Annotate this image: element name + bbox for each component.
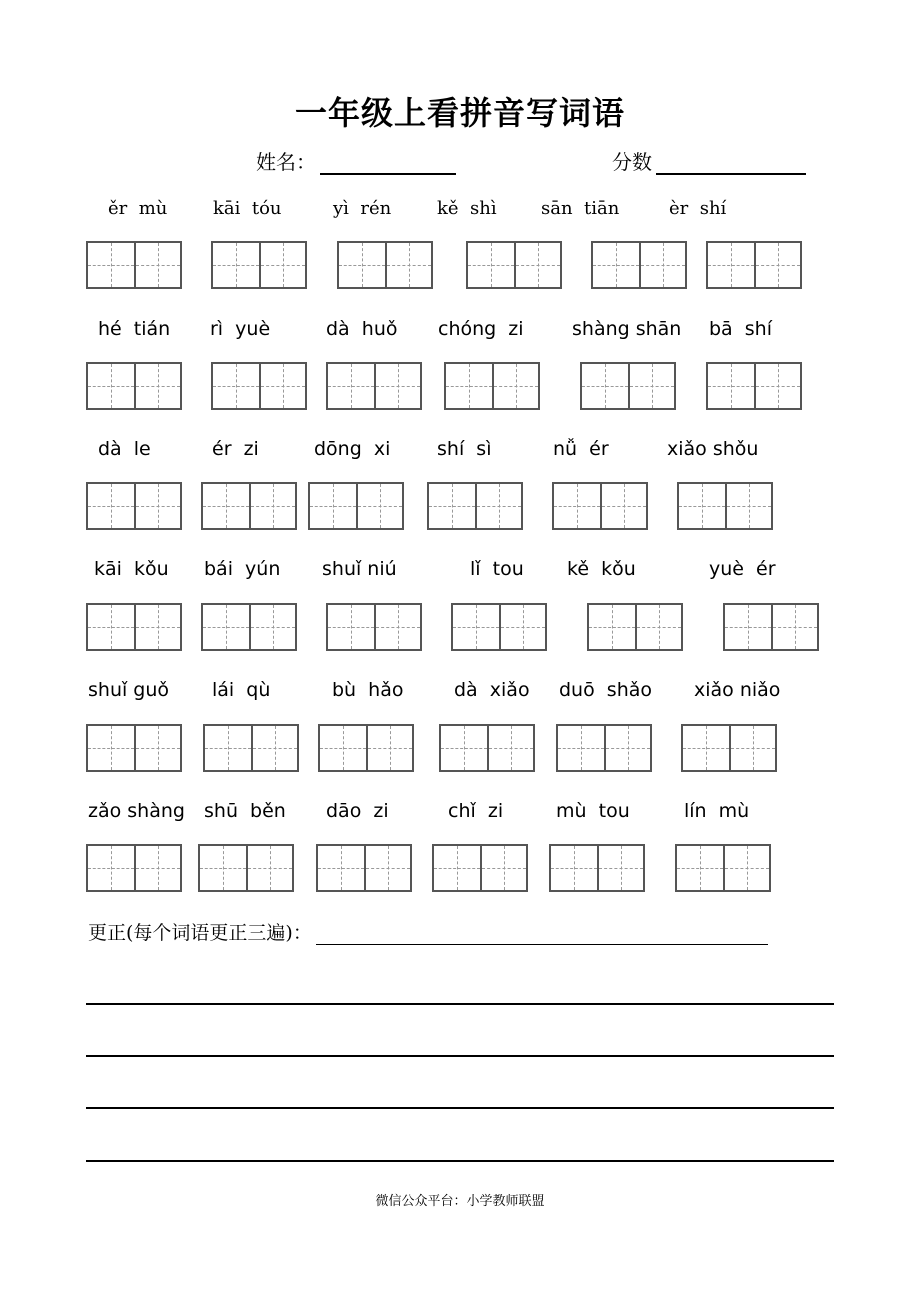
tianzige-cell[interactable] <box>554 484 600 528</box>
writing-box-pair[interactable] <box>556 724 652 772</box>
tianzige-cell[interactable] <box>639 243 685 287</box>
score-blank[interactable] <box>656 151 806 175</box>
writing-line[interactable] <box>86 1055 834 1057</box>
pinyin-label: kāi kǒu <box>94 558 169 580</box>
score-label: 分数 <box>612 150 652 174</box>
tianzige-cell[interactable] <box>492 364 538 408</box>
tianzige-cell[interactable] <box>374 605 420 649</box>
tianzige-cell[interactable] <box>374 364 420 408</box>
writing-box-pair[interactable] <box>587 603 683 651</box>
writing-box-pair[interactable] <box>326 362 422 410</box>
writing-box-pair[interactable] <box>552 482 648 530</box>
tianzige-cell[interactable] <box>246 846 292 890</box>
writing-box-pair[interactable] <box>203 724 299 772</box>
tianzige-cell[interactable] <box>725 605 771 649</box>
tianzige-cell[interactable] <box>754 243 800 287</box>
writing-box-pair[interactable] <box>86 482 182 530</box>
correction-label: 更正(每个词语更正三遍)： <box>88 922 312 944</box>
tianzige-cell[interactable] <box>582 364 628 408</box>
pinyin-label: sān tiān <box>541 198 620 219</box>
pinyin-label: shū běn <box>204 800 286 822</box>
writing-box-pair[interactable] <box>580 362 676 410</box>
tianzige-cell[interactable] <box>205 726 251 770</box>
writing-box-pair[interactable] <box>211 362 307 410</box>
pinyin-label: èr shí <box>669 198 727 219</box>
tianzige-cell[interactable] <box>213 364 259 408</box>
tianzige-cell[interactable] <box>679 484 725 528</box>
tianzige-cell[interactable] <box>213 243 259 287</box>
writing-box-pair[interactable] <box>681 724 777 772</box>
writing-box-pair[interactable] <box>211 241 307 289</box>
tianzige-cell[interactable] <box>429 484 475 528</box>
tianzige-cell[interactable] <box>88 243 134 287</box>
tianzige-cell[interactable] <box>597 846 643 890</box>
writing-box-pair[interactable] <box>549 844 645 892</box>
pinyin-label: yuè ér <box>709 558 776 580</box>
tianzige-cell[interactable] <box>708 243 754 287</box>
tianzige-cell[interactable] <box>475 484 521 528</box>
tianzige-cell[interactable] <box>708 364 754 408</box>
tianzige-cell[interactable] <box>683 726 729 770</box>
pinyin-label: lín mù <box>684 800 750 822</box>
pinyin-label: bā shí <box>709 318 773 340</box>
writing-box-pair[interactable] <box>432 844 528 892</box>
pinyin-label: dōng xi <box>314 438 391 460</box>
tianzige-cell[interactable] <box>635 605 681 649</box>
tianzige-cell[interactable] <box>499 605 545 649</box>
writing-box-pair[interactable] <box>706 241 802 289</box>
writing-box-pair[interactable] <box>318 724 414 772</box>
tianzige-cell[interactable] <box>88 364 134 408</box>
writing-box-pair[interactable] <box>316 844 412 892</box>
pinyin-label: xiǎo niǎo <box>694 679 781 701</box>
pinyin-label: ěr mù <box>108 198 168 219</box>
writing-box-pair[interactable] <box>86 362 182 410</box>
tianzige-cell[interactable] <box>134 484 180 528</box>
writing-box-pair[interactable] <box>723 603 819 651</box>
writing-box-pair[interactable] <box>451 603 547 651</box>
writing-box-pair[interactable] <box>86 241 182 289</box>
tianzige-cell[interactable] <box>589 605 635 649</box>
tianzige-cell[interactable] <box>88 484 134 528</box>
tianzige-cell[interactable] <box>434 846 480 890</box>
pinyin-label: kě shì <box>437 198 497 219</box>
tianzige-cell[interactable] <box>514 243 560 287</box>
pinyin-label: chóng zi <box>438 318 524 340</box>
tianzige-cell[interactable] <box>487 726 533 770</box>
writing-box-pair[interactable] <box>677 482 773 530</box>
tianzige-cell[interactable] <box>593 243 639 287</box>
tianzige-cell[interactable] <box>88 846 134 890</box>
tianzige-cell[interactable] <box>600 484 646 528</box>
tianzige-cell[interactable] <box>339 243 385 287</box>
tianzige-cell[interactable] <box>318 846 364 890</box>
correction-blank[interactable] <box>316 924 768 945</box>
writing-box-pair[interactable] <box>86 844 182 892</box>
tianzige-cell[interactable] <box>356 484 402 528</box>
writing-box-pair[interactable] <box>326 603 422 651</box>
pinyin-label: mù tou <box>556 800 630 822</box>
writing-box-pair[interactable] <box>201 603 297 651</box>
tianzige-cell[interactable] <box>134 726 180 770</box>
pinyin-label: rì yuè <box>210 318 271 340</box>
tianzige-cell[interactable] <box>604 726 650 770</box>
name-field <box>256 146 456 175</box>
tianzige-cell[interactable] <box>729 726 775 770</box>
tianzige-cell[interactable] <box>203 605 249 649</box>
writing-box-pair[interactable] <box>201 482 297 530</box>
pinyin-label: dà xiǎo <box>454 679 530 701</box>
name-label: 姓名： <box>256 150 316 174</box>
tianzige-cell[interactable] <box>723 846 769 890</box>
tianzige-cell[interactable] <box>441 726 487 770</box>
tianzige-cell[interactable] <box>134 605 180 649</box>
pinyin-label: hé tián <box>98 318 171 340</box>
pinyin-label: bù hǎo <box>332 679 404 701</box>
tianzige-cell[interactable] <box>453 605 499 649</box>
tianzige-cell[interactable] <box>628 364 674 408</box>
tianzige-cell[interactable] <box>446 364 492 408</box>
tianzige-cell[interactable] <box>366 726 412 770</box>
pinyin-label: duō shǎo <box>559 679 653 701</box>
pinyin-label: dà huǒ <box>326 318 398 340</box>
writing-box-pair[interactable] <box>86 724 182 772</box>
pinyin-label: yì rén <box>333 198 392 219</box>
writing-box-pair[interactable] <box>706 362 802 410</box>
pinyin-label: chǐ zi <box>448 800 504 822</box>
tianzige-cell[interactable] <box>134 243 180 287</box>
tianzige-cell[interactable] <box>249 484 295 528</box>
page-title: 一年级上看拼音写词语 <box>294 94 625 132</box>
tianzige-cell[interactable] <box>88 605 134 649</box>
tianzige-cell[interactable] <box>385 243 431 287</box>
writing-box-pair[interactable] <box>308 482 404 530</box>
tianzige-cell[interactable] <box>251 726 297 770</box>
tianzige-cell[interactable] <box>203 484 249 528</box>
tianzige-cell[interactable] <box>328 605 374 649</box>
tianzige-cell[interactable] <box>310 484 356 528</box>
writing-box-pair[interactable] <box>466 241 562 289</box>
pinyin-label: nǚ ér <box>553 438 609 460</box>
writing-line[interactable] <box>86 1160 834 1162</box>
tianzige-cell[interactable] <box>468 243 514 287</box>
score-field <box>612 146 806 175</box>
tianzige-cell[interactable] <box>134 846 180 890</box>
name-blank[interactable] <box>320 151 456 175</box>
tianzige-cell[interactable] <box>725 484 771 528</box>
tianzige-cell[interactable] <box>249 605 295 649</box>
writing-box-pair[interactable] <box>337 241 433 289</box>
correction-line <box>88 918 768 945</box>
tianzige-cell[interactable] <box>677 846 723 890</box>
tianzige-cell[interactable] <box>328 364 374 408</box>
footer-text: 微信公众平台：小学教师联盟 <box>375 1194 545 1209</box>
writing-box-pair[interactable] <box>444 362 540 410</box>
tianzige-cell[interactable] <box>320 726 366 770</box>
writing-line[interactable] <box>86 1003 834 1005</box>
pinyin-label: lǐ tou <box>470 558 524 580</box>
writing-box-pair[interactable] <box>86 603 182 651</box>
pinyin-label: xiǎo shǒu <box>667 438 759 460</box>
pinyin-label: lái qù <box>212 679 271 701</box>
tianzige-cell[interactable] <box>134 364 180 408</box>
pinyin-label: dà le <box>98 438 151 460</box>
tianzige-cell[interactable] <box>259 243 305 287</box>
pinyin-label: shuǐ guǒ <box>88 679 170 701</box>
writing-box-pair[interactable] <box>439 724 535 772</box>
tianzige-cell[interactable] <box>771 605 817 649</box>
pinyin-label: bái yún <box>204 558 281 580</box>
pinyin-label: kāi tóu <box>213 198 282 219</box>
pinyin-label: shí sì <box>437 438 492 460</box>
tianzige-cell[interactable] <box>88 726 134 770</box>
pinyin-label: ér zi <box>212 438 259 460</box>
tianzige-cell[interactable] <box>754 364 800 408</box>
writing-box-pair[interactable] <box>427 482 523 530</box>
writing-box-pair[interactable] <box>675 844 771 892</box>
writing-box-pair[interactable] <box>591 241 687 289</box>
pinyin-label: zǎo shàng <box>88 800 185 822</box>
writing-box-pair[interactable] <box>198 844 294 892</box>
pinyin-label: dāo zi <box>326 800 389 822</box>
pinyin-label: shàng shān <box>572 318 682 340</box>
pinyin-label: shuǐ niú <box>322 558 397 580</box>
tianzige-cell[interactable] <box>551 846 597 890</box>
tianzige-cell[interactable] <box>200 846 246 890</box>
tianzige-cell[interactable] <box>480 846 526 890</box>
tianzige-cell[interactable] <box>364 846 410 890</box>
writing-line[interactable] <box>86 1107 834 1109</box>
tianzige-cell[interactable] <box>259 364 305 408</box>
tianzige-cell[interactable] <box>558 726 604 770</box>
pinyin-label: kě kǒu <box>567 558 636 580</box>
